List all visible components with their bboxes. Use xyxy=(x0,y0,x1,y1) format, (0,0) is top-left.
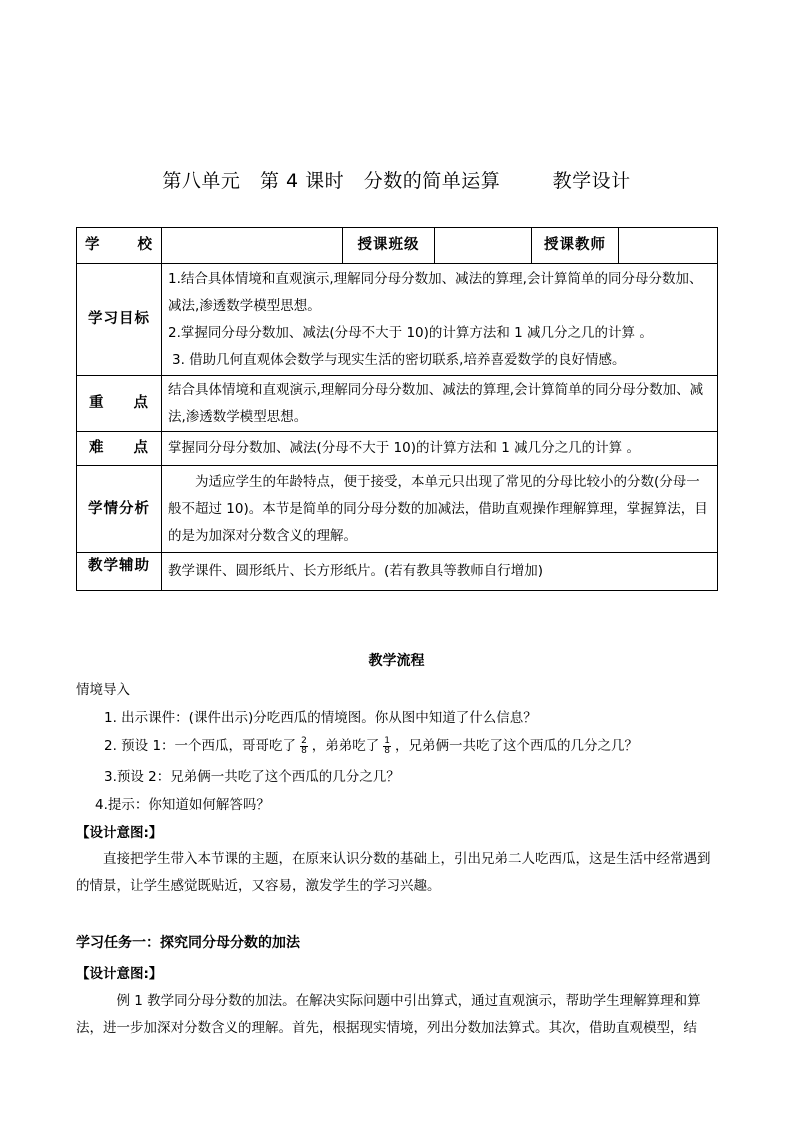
school-row xyxy=(77,228,718,264)
analysis-row xyxy=(77,466,718,553)
design-intent-text-2: 例 1 教学同分母分数的加法。在解决实际问题中引出算式，通过直观演示，帮助学生理解算理和算法，进一步加深对分数含义的理解。首先，根据现实情境，列出分数加法算式。其次，借助直观模型，结 xyxy=(76,993,701,1036)
key-row xyxy=(77,376,718,432)
lesson-info-table xyxy=(76,227,718,591)
goals-cell xyxy=(162,264,718,376)
difficult-row xyxy=(77,432,718,466)
class-label: 授课班级 xyxy=(343,228,435,264)
goals-row xyxy=(77,264,718,376)
design-intent-text-1: 直接把学生带入本节课的主题，在原来认识分数的基础上，引出兄弟二人吃西瓜，这是生活中经常遇到的情景，让学生感觉既贴近，又容易，激发学生的学习兴趣。 xyxy=(76,851,711,894)
flow-title: 教学流程 xyxy=(368,653,425,669)
school-label: 学 校 xyxy=(77,228,162,264)
class-value xyxy=(435,228,532,264)
difficult-label: 难 点 xyxy=(77,432,162,466)
school-value xyxy=(162,228,343,264)
design-intent-heading-1: 【设计意图:】 xyxy=(76,825,163,841)
flow-item-3: 3.预设 2：兄弟俩一共吃了这个西瓜的几分之几？ xyxy=(104,769,400,785)
design-intent-heading-2: 【设计意图:】 xyxy=(76,966,163,982)
fraction-2-8: $\frac{2}{8}$ xyxy=(301,735,307,756)
goal-1: 1.结合具体情境和直观演示,理解同分母分数加、减法的算理,会计算简单的同分母分数加、减法,渗透数学模型思想。 xyxy=(168,270,703,314)
teacher-label: 授课教师 xyxy=(532,228,619,264)
page-title: 第八单元 第 4 课时 分数的简单运算 教学设计 xyxy=(162,170,631,192)
aids-label: 教学辅助 xyxy=(77,553,162,591)
intro-heading: 情境导入 xyxy=(76,682,130,698)
goals-label: 学习目标 xyxy=(77,264,162,376)
analysis-text: 为适应学生的年龄特点，便于接受，本单元只出现了常见的分母比较小的分数(分母一般不超过 10)。本节是简单的同分母分数的加减法，借助直观操作理解算理，掌握算法，目的是为加深对分数含义的理解。 xyxy=(162,466,718,553)
flow-item-1: 1. 出示课件：(课件出示)分吃西瓜的情境图。你从图中知道了什么信息？ xyxy=(104,710,537,726)
analysis-label: 学情分析 xyxy=(77,466,162,553)
key-text: 结合具体情境和直观演示,理解同分母分数加、减法的算理,会计算简单的同分母分数加、减法,渗透数学模型思想。 xyxy=(162,376,718,432)
aids-text: 教学课件、圆形纸片、长方形纸片。(若有教具等教师自行增加) xyxy=(162,553,718,591)
task-1-heading: 学习任务一：探究同分母分数的加法 xyxy=(76,935,300,951)
difficult-text: 掌握同分母分数加、减法(分母不大于 10)的计算方法和 1 减几分之几的计算 。 xyxy=(162,432,718,466)
goal-2: 2.掌握同分母分数加、减法(分母不大于 10)的计算方法和 1 减几分之几的计算 。 xyxy=(168,324,653,341)
teacher-value xyxy=(619,228,718,264)
flow-item-2: 2. 预设 1：一个西瓜，哥哥吃了 $\frac{2}{8}$ ，弟弟吃了 $\frac{1}{8}$ ，兄弟俩一共吃了这个西瓜的几分之几？ xyxy=(104,735,639,756)
flow-item-4: 4.提示：你知道如何解答吗？ xyxy=(95,797,270,813)
key-label: 重 点 xyxy=(77,376,162,432)
goal-3: 3. 借助几何直观体会数学与现实生活的密切联系,培养喜爱数学的良好情感。 xyxy=(172,351,626,368)
aids-row xyxy=(77,553,718,591)
fraction-1-8: $\frac{1}{8}$ xyxy=(384,735,391,756)
